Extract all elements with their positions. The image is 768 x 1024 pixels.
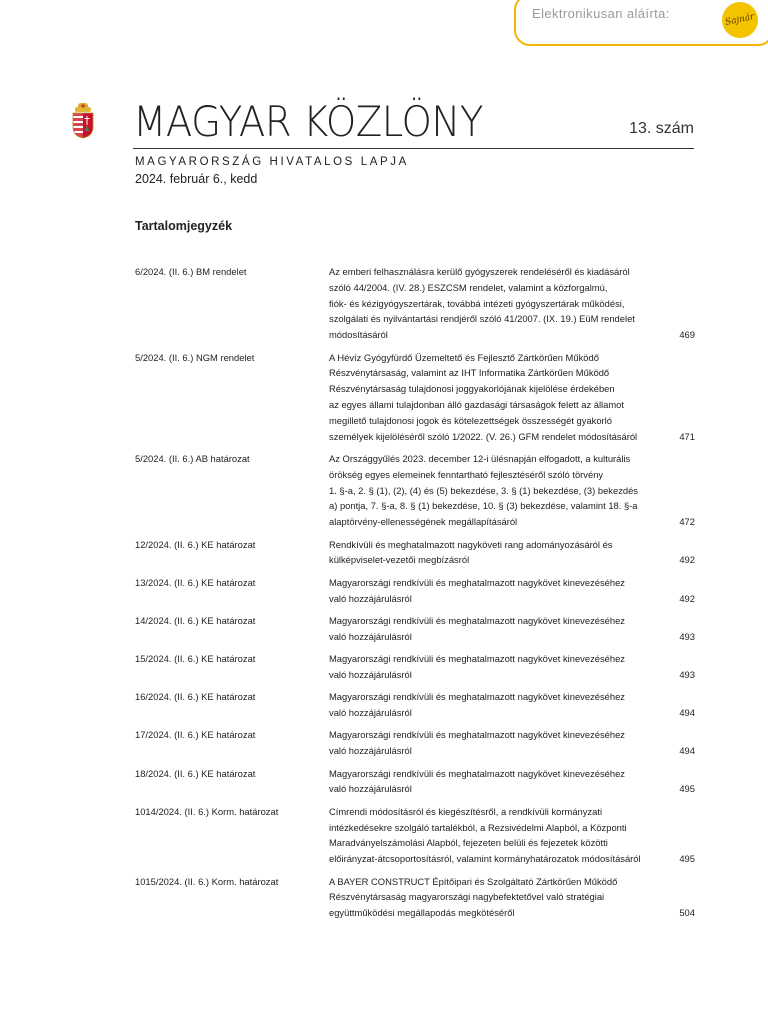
page-title: MAGYAR KÖZLÖNY [133, 97, 484, 146]
toc-entry-description-line: megillető tulajdonosi jogok és kötelezettségek összességét gyakorló [329, 414, 612, 426]
toc-entry-reference: 14/2024. (II. 6.) KE határozat [135, 614, 256, 626]
toc-entry-description-line: Részvénytársaság magyarországi nagybefektetővel való stratégiai [329, 891, 605, 903]
toc-entry-page-number: 493 [679, 668, 695, 680]
signature-seal-text: Sajnár [724, 12, 756, 28]
toc-entry-page-number: 471 [679, 430, 695, 442]
toc-entry-description-line: Rendkívüli és meghatalmazott nagyköveti rang adományozásáról és [329, 538, 613, 550]
electronic-signature-box [514, 0, 768, 46]
toc-entry-description-line: személyek kijelöléséről szóló 1/2022. (V. 26.) GFM rendelet módosításáról [329, 430, 638, 442]
page-subtitle: MAGYARORSZÁG HIVATALOS LAPJA [135, 156, 409, 168]
toc-entry-description-line: A Hévíz Gyógyfürdő Üzemeltető és Fejlesztő Zártkörűen Működő [329, 351, 599, 363]
toc-entry-description-line: Részvénytársaság, valamint az IHT Informatika Zártkörűen Működő [329, 367, 610, 379]
toc-entry-description-line: örökség egyes elemeinek fenntartható fejlesztéséről szóló törvény [329, 468, 604, 480]
toc-entry-page-number: 472 [679, 516, 695, 528]
toc-entry-description [329, 350, 659, 445]
toc-entry [135, 613, 695, 645]
toc-entry-description-line: módosításáról [329, 329, 388, 341]
toc-entry-description-line: szolgálati és nyilvántartási rendjéről szóló 41/2007. (IX. 19.) EüM rendelet [329, 313, 635, 325]
toc-entry-description-line: intézkedésekre szolgáló tartalékból, a Rezsivédelmi Alapból, a Központi [329, 821, 627, 833]
toc-entry-reference: 1014/2024. (II. 6.) Korm. határozat [135, 805, 279, 817]
toc-entry-page-number: 495 [679, 783, 695, 795]
toc-entry-description-line: az egyes állami tulajdonban álló gazdasági társaságok felett az államot [329, 398, 624, 410]
toc-entry-description [329, 651, 659, 683]
header-divider [133, 148, 694, 149]
toc-entry-description-line: fiók- és kézigyógyszertárak, továbbá intézeti gyógyszertárak működési, [329, 297, 625, 309]
toc-entry-reference: 16/2024. (II. 6.) KE határozat [135, 691, 256, 703]
toc-entry-description [329, 451, 659, 530]
toc-entry-description-line: Maradványelszámolási Alapból, fejezeten belüli és fejezetek közötti [329, 837, 608, 849]
toc-heading: Tartalomjegyzék [135, 219, 233, 233]
toc-entry-description-line: való hozzájárulásról [329, 745, 412, 757]
toc-entry-description-line: a) pontja, 7. §-a, 8. § (1) bekezdése, 10. § (3) bekezdése, valamint 18. §-a [329, 500, 638, 512]
toc-entry-description-line: Magyarországi rendkívüli és meghatalmazott nagykövet kinevezéséhez [329, 767, 625, 779]
toc-entry-description [329, 613, 659, 645]
signature-seal-icon [722, 2, 758, 38]
toc-entry [135, 350, 695, 445]
toc-entry [135, 451, 695, 530]
table-of-contents [135, 264, 695, 928]
toc-entry [135, 651, 695, 683]
toc-entry-page-number: 469 [679, 329, 695, 341]
toc-entry-page-number: 493 [679, 630, 695, 642]
toc-entry-description-line: Részvénytársaság tulajdonosi joggyakorlójának kijelölése érdekében [329, 383, 615, 395]
toc-entry-page-number: 504 [679, 907, 695, 919]
toc-entry [135, 575, 695, 607]
toc-entry-reference: 5/2024. (II. 6.) AB határozat [135, 452, 250, 464]
toc-entry-description-line: Magyarországi rendkívüli és meghatalmazott nagykövet kinevezéséhez [329, 691, 625, 703]
toc-entry-description-line: való hozzájárulásról [329, 592, 412, 604]
toc-entry-description [329, 804, 659, 867]
toc-entry-description-line: alaptörvény-ellenességének megállapításáról [329, 516, 518, 528]
toc-entry-page-number: 494 [679, 745, 695, 757]
toc-entry-description-line: együttműködési megállapodás megkötéséről [329, 907, 515, 919]
toc-entry-description-line: Magyarországi rendkívüli és meghatalmazott nagykövet kinevezéséhez [329, 729, 625, 741]
toc-entry-reference: 5/2024. (II. 6.) NGM rendelet [135, 351, 255, 363]
toc-entry [135, 537, 695, 569]
toc-entry-description [329, 689, 659, 721]
toc-entry-page-number: 495 [679, 853, 695, 865]
toc-entry-reference: 15/2024. (II. 6.) KE határozat [135, 653, 256, 665]
toc-entry-reference: 18/2024. (II. 6.) KE határozat [135, 767, 256, 779]
toc-entry-description-line: A BAYER CONSTRUCT Építőipari és Szolgáltató Zártkörűen Működő [329, 875, 618, 887]
toc-entry [135, 766, 695, 798]
toc-entry-description-line: Magyarországi rendkívüli és meghatalmazott nagykövet kinevezéséhez [329, 653, 625, 665]
signature-label: Elektronikusan aláírta: [532, 6, 670, 21]
toc-entry [135, 727, 695, 759]
toc-entry-description-line: Címrendi módosításról és kiegészítésről, a rendkívüli kormányzati [329, 805, 603, 817]
toc-entry-description-line: Az emberi felhasználásra kerülő gyógyszerek rendeléséről és kiadásáról [329, 266, 630, 277]
toc-entry-description-line: külképviselet-vezetői megbízásról [329, 554, 470, 566]
toc-entry-description-line: Magyarországi rendkívüli és meghatalmazott nagykövet kinevezéséhez [329, 614, 625, 626]
toc-entry [135, 874, 695, 921]
toc-entry-description [329, 537, 659, 569]
toc-entry-description-line: előirányzat-átcsoportosításról, valamint kormányhatározatok módosításáról [329, 853, 641, 865]
toc-entry-description-line: való hozzájárulásról [329, 707, 412, 719]
toc-entry-description-line: Magyarországi rendkívüli és meghatalmazott nagykövet kinevezéséhez [329, 576, 625, 588]
toc-entry-description-line: való hozzájárulásról [329, 630, 412, 642]
hungarian-coat-of-arms-icon [71, 103, 95, 139]
toc-entry-description [329, 264, 659, 343]
toc-entry [135, 689, 695, 721]
toc-entry-page-number: 494 [679, 707, 695, 719]
toc-entry-description [329, 874, 659, 921]
toc-entry-reference: 12/2024. (II. 6.) KE határozat [135, 538, 256, 550]
toc-entry-description [329, 766, 659, 798]
toc-entry [135, 264, 695, 343]
toc-entry-description [329, 727, 659, 759]
toc-entry-description-line: Az Országgyűlés 2023. december 12-i ülésnapján elfogadott, a kulturális [329, 452, 631, 464]
toc-entry-description-line: való hozzájárulásról [329, 783, 412, 795]
toc-entry-description-line: szóló 44/2004. (IV. 28.) ESZCSM rendelet, valamint a közforgalmú, [329, 281, 608, 293]
toc-entry-description-line: való hozzájárulásról [329, 668, 412, 680]
toc-entry-reference: 17/2024. (II. 6.) KE határozat [135, 729, 256, 741]
toc-entry-page-number: 492 [679, 554, 695, 566]
toc-entry-reference: 1015/2024. (II. 6.) Korm. határozat [135, 875, 279, 887]
issue-number: 13. szám [629, 120, 694, 137]
issue-date: 2024. február 6., kedd [135, 172, 258, 186]
toc-entry-reference: 13/2024. (II. 6.) KE határozat [135, 576, 256, 588]
toc-entry-description [329, 575, 659, 607]
toc-entry [135, 804, 695, 867]
toc-entry-reference: 6/2024. (II. 6.) BM rendelet [135, 266, 247, 277]
toc-entry-description-line: 1. §-a, 2. § (1), (2), (4) és (5) bekezdése, 3. § (1) bekezdése, (3) bekezdés [329, 484, 638, 496]
toc-entry-page-number: 492 [679, 592, 695, 604]
